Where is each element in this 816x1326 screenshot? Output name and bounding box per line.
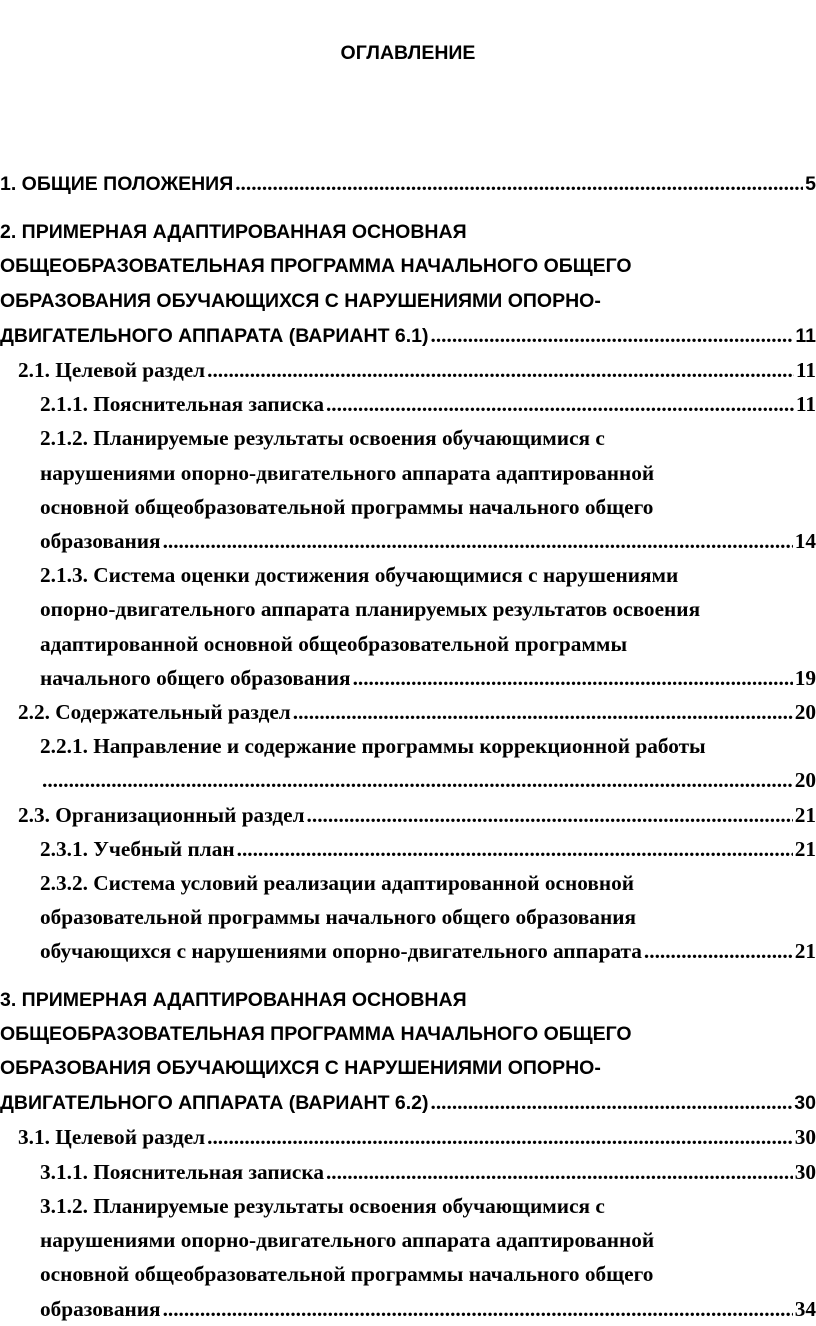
dot-leader (644, 934, 793, 968)
toc-entry-line: ОБРАЗОВАНИЯ ОБУЧАЮЩИХСЯ С НАРУШЕНИЯМИ ОПОРНО- (0, 1057, 601, 1080)
toc-page-number: 5 (805, 173, 816, 195)
dot-leader (326, 387, 794, 421)
dot-leader (207, 1120, 793, 1154)
toc-page-number: 34 (794, 1296, 816, 1321)
toc-entry-10[interactable] (0, 832, 816, 866)
toc-entry-title: ДВИГАТЕЛЬНОГО АППАРАТА (ВАРИАНТ 6.1) (0, 324, 429, 347)
toc-entry-1[interactable] (0, 166, 816, 201)
toc-entry-line: 2.3.2. Система условий реализации адаптированной основной (40, 871, 635, 896)
toc-entry-title: образования (40, 1296, 161, 1321)
toc-entry-4[interactable] (0, 387, 816, 421)
toc-entry-12[interactable] (0, 983, 816, 1121)
dot-leader (307, 798, 793, 832)
toc-entry-title: 2.3.1. Учебный план (40, 836, 235, 861)
dot-leader (353, 661, 793, 695)
toc-entry-line: 3.1.2. Планируемые результаты освоения обучающимися с (40, 1193, 605, 1218)
table-of-contents (0, 166, 816, 1326)
toc-entry-line: 2. ПРИМЕРНАЯ АДАПТИРОВАННАЯ ОСНОВНАЯ (0, 221, 467, 244)
dot-leader (163, 524, 793, 558)
toc-entry-5[interactable] (0, 421, 816, 558)
dot-leader (207, 353, 794, 387)
toc-page-number: 19 (794, 665, 816, 690)
dot-leader (237, 832, 793, 866)
toc-entry-line: 2.1.3. Система оценки достижения обучающимися с нарушениями (40, 563, 679, 588)
toc-entry-line: ОБРАЗОВАНИЯ ОБУЧАЮЩИХСЯ С НАРУШЕНИЯМИ ОПОРНО- (0, 289, 601, 312)
dot-leader (42, 763, 793, 797)
toc-entry-title: 2.2. Содержательный раздел (18, 700, 291, 725)
dot-leader (163, 1292, 793, 1326)
toc-entry-3[interactable] (0, 353, 816, 387)
toc-entry-line: ОБЩЕОБРАЗОВАТЕЛЬНАЯ ПРОГРАММА НАЧАЛЬНОГО ОБЩЕГО (0, 255, 632, 278)
toc-entry-title: 2.1.1. Пояснительная записка (40, 392, 324, 417)
toc-entry-line: ОБЩЕОБРАЗОВАТЕЛЬНАЯ ПРОГРАММА НАЧАЛЬНОГО ОБЩЕГО (0, 1022, 632, 1045)
toc-page-number: 21 (794, 802, 816, 827)
toc-entry-11[interactable] (0, 866, 816, 969)
toc-page-number: 30 (794, 1125, 816, 1150)
toc-page-number: 11 (795, 392, 816, 417)
toc-page-number: 14 (794, 529, 816, 554)
toc-entry-14[interactable] (0, 1155, 816, 1189)
toc-entry-15[interactable] (0, 1189, 816, 1326)
toc-entry-6[interactable] (0, 558, 816, 695)
toc-entry-2[interactable] (0, 215, 816, 353)
dot-leader (431, 1085, 793, 1119)
toc-entry-line: 2.1.2. Планируемые результаты освоения обучающимися с (40, 426, 605, 451)
toc-entry-line: образовательной программы начального общего образования (40, 905, 637, 930)
toc-page-number: 30 (794, 1092, 816, 1115)
toc-entry-line: 3. ПРИМЕРНАЯ АДАПТИРОВАННАЯ ОСНОВНАЯ (0, 988, 467, 1011)
toc-entry-13[interactable] (0, 1120, 816, 1154)
page-title: ОГЛАВЛЕНИЕ (340, 42, 476, 64)
dot-leader (235, 166, 803, 200)
toc-entry-line: опорно-двигательного аппарата планируемых результатов освоения (40, 597, 701, 622)
toc-entry-9[interactable] (0, 798, 816, 832)
toc-page-number: 20 (794, 700, 816, 725)
toc-entry-title: ДВИГАТЕЛЬНОГО АППАРАТА (ВАРИАНТ 6.2) (0, 1092, 429, 1115)
toc-entry-7[interactable] (0, 695, 816, 729)
toc-entry-title: 1. ОБЩИЕ ПОЛОЖЕНИЯ (0, 173, 234, 195)
toc-entry-title: 3.1.1. Пояснительная записка (40, 1159, 324, 1184)
toc-entry-title: 2.3. Организационный раздел (18, 802, 305, 827)
toc-entry-title: 3.1. Целевой раздел (18, 1125, 206, 1150)
toc-page-number: 21 (794, 836, 816, 861)
toc-entry-title: обучающихся с нарушениями опорно-двигательного аппарата (40, 939, 642, 964)
toc-page-number: 30 (794, 1159, 816, 1184)
toc-entry-line: основной общеобразовательной программы начального общего (40, 1262, 654, 1287)
toc-page-number: 11 (795, 324, 816, 347)
dot-leader (326, 1155, 793, 1189)
toc-entry-8[interactable] (0, 729, 816, 797)
toc-entry-line: нарушениями опорно-двигательного аппарата адаптированной (40, 1228, 655, 1253)
dot-leader (431, 318, 794, 352)
toc-entry-title: 2.1. Целевой раздел (18, 358, 206, 383)
toc-entry-line: 2.2.1. Направление и содержание программы коррекционной работы (40, 734, 706, 759)
toc-entry-title: начального общего образования (40, 665, 351, 690)
toc-page-number: 11 (795, 358, 816, 383)
toc-entry-line: основной общеобразовательной программы начального общего (40, 494, 654, 519)
dot-leader (293, 695, 793, 729)
toc-page-number: 20 (794, 768, 816, 793)
toc-entry-title: образования (40, 529, 161, 554)
toc-entry-line: нарушениями опорно-двигательного аппарата адаптированной (40, 460, 655, 485)
toc-page-number: 21 (794, 939, 816, 964)
toc-entry-line: адаптированной основной общеобразовательной программы (40, 631, 628, 656)
